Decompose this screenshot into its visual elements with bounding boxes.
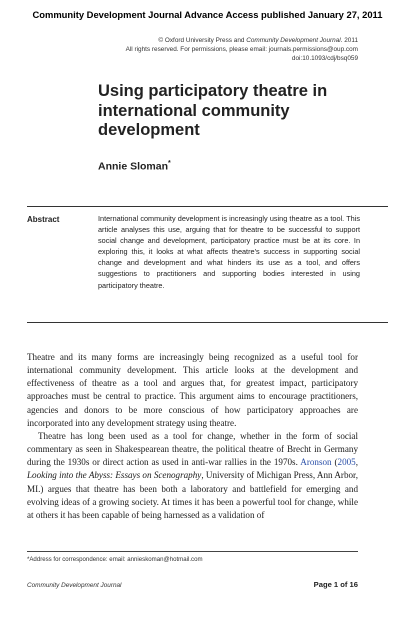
journal-banner: Community Development Journal Advance Access published January 27, 2011	[32, 9, 383, 20]
article-title: Using participatory theatre in international community development	[98, 82, 328, 139]
book-title: Looking into the Abyss: Essays on Scenography	[27, 470, 202, 481]
author-footnote-mark: *	[168, 160, 171, 167]
copyright-block	[126, 36, 358, 63]
abstract-label: Abstract	[27, 215, 60, 224]
footer-journal: Community Development Journal	[27, 582, 122, 589]
paragraph-1: Theatre and its many forms are increasingly being recognized as a useful tool for international community development. This article looks at the development and effectiveness of theatre as a tool and argues that, for greatest impact, participatory approaches must be central to practice. This argument aims to encourage practitioners, agencies and donors to be more conscious of how participatory approaches are incorporated into any development strategy using theatre.	[27, 352, 358, 428]
citation-link[interactable]: Aronson	[300, 457, 332, 468]
abstract-top-rule	[27, 206, 388, 207]
abstract-bottom-rule	[27, 322, 388, 323]
citation-year-link[interactable]: 2005	[337, 457, 356, 468]
abstract-text: International community development is increasingly using theatre as a tool. This article analyses this use, arguing that for theatre to be successful to support social change and development, participatory practice must be at its core. In exploring this, it looks at what affects theatre's success in supporting social change and development and what hinders its use as a tool, and offers suggestions to practitioners and supporting bodies interested in using participatory theatre.	[98, 214, 360, 290]
page-number: Page 1 of 16	[313, 580, 358, 589]
author-name: Annie Sloman*	[98, 160, 171, 173]
doi-line: doi:10.1093/cdj/bsq059	[291, 55, 358, 62]
body-text	[27, 351, 358, 522]
paragraph-2: Theatre has long been used as a tool for change, whether in the form of social commentary as seen in Shakespearean theatre, the political theatre of Brecht in Germany during the 1930s or direct action as used in anti-war rallies in the 1970s. Aronson (2005, Looking into the Abyss: Essays on Scenography, University of Michigan Press, Ann Arbor, MI.) argues that theatre has been both a laboratory and battlefield for emerging and evolving ideas of a growing society. At times it has been a powerful tool for change, while at others it has been capable of being harnessed as a validation of	[27, 430, 358, 520]
copyright-line: © Oxford University Press and Community Development Journal. 2011	[158, 37, 358, 44]
footnote: *Address for correspondence: email: annieskoman@hotmail.com	[27, 556, 203, 563]
footnote-rule	[27, 551, 358, 552]
rights-line: All rights reserved. For permissions, please email: journals.permissions@oup.com	[125, 46, 358, 53]
